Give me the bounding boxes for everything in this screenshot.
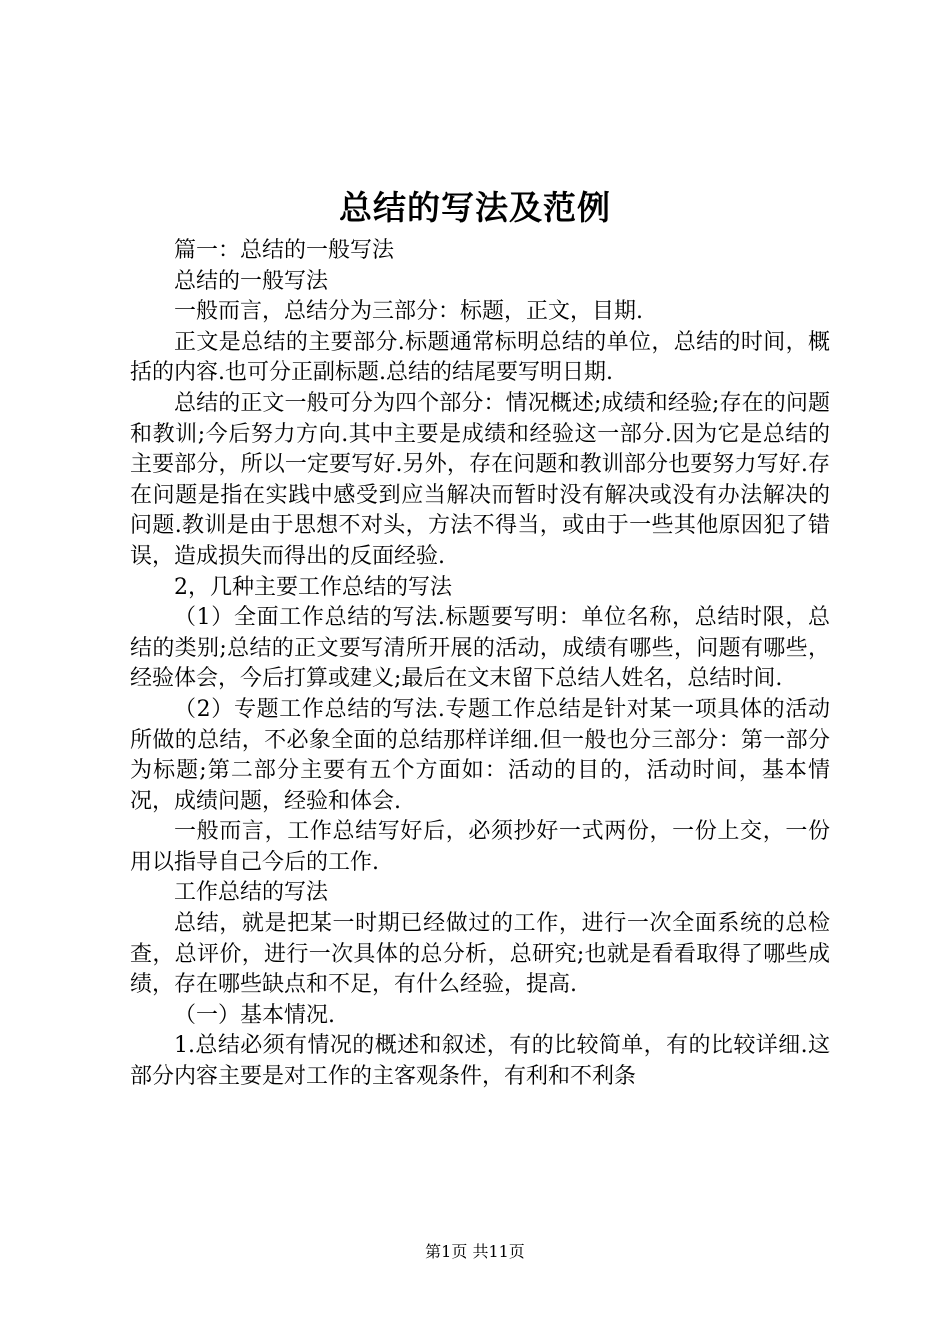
paragraph: （1）全面工作总结的写法.标题要写明：单位名称，总结时限，总结的类别;总结的正文要写清所开展的活动，成绩有哪些，问题有哪些，经验体会，今后打算或建义;最后在文末留下总结人姓名，总结时间. — [130, 605, 830, 692]
paragraph: 篇一：总结的一般写法 — [174, 238, 395, 263]
paragraph: （一）基本情况. — [174, 1002, 335, 1028]
paragraph: 总结，就是把某一时期已经做过的工作，进行一次全面系统的总检查，总评价，进行一次具体的总分析，总研究;也就是看看取得了哪些成绩，存在哪些缺点和不足，有什么经验，提高. — [130, 911, 830, 998]
paragraph: 一般而言，工作总结写好后，必须抄好一式两份，一份上交，一份用以指导自己今后的工作. — [130, 819, 830, 875]
paragraph: 正文是总结的主要部分.标题通常标明总结的单位，总结的时间，概括的内容.也可分正副标题.总结的结尾要写明日期. — [130, 329, 830, 386]
document-body — [130, 236, 830, 1093]
paragraph: 1.总结必须有情况的概述和叙述，有的比较简单，有的比较详细.这部分内容主要是对工作的主客观条件，有利和不利条 — [130, 1033, 830, 1090]
paragraph: 总结的正文一般可分为四个部分：情况概述;成绩和经验;存在的问题和教训;今后努力方向.其中主要是成绩和经验这一部分.因为它是总结的主要部分，所以一定要写好.另外，存在问题和教训部分也要努力写好.存在问题是指在实践中感受到应当解决而暂时没有解决或没有办法解决的问题.教训是由于思想不对头，方法不得当，或由于一些其他原因犯了错误，造成损失而得出的反面经验. — [130, 390, 830, 569]
paragraph: 一般而言，总结分为三部分：标题，正文，目期. — [174, 299, 643, 325]
paragraph: 2，几种主要工作总结的写法 — [174, 574, 452, 600]
paragraph: （2）专题工作总结的写法.专题工作总结是针对某一项具体的活动所做的总结，不必象全面的总结那样详细.但一般也分三部分：第一部分为标题;第二部分主要有五个方面如：活动的目的，活动时间，基本情况，成绩问题，经验和体会. — [130, 696, 830, 814]
page-number-footer: 第1页 共11页 — [425, 1242, 525, 1261]
document-title: 总结的写法及范例 — [339, 188, 611, 227]
paragraph: 总结的一般写法 — [174, 268, 329, 294]
paragraph: 工作总结的写法 — [174, 880, 329, 906]
